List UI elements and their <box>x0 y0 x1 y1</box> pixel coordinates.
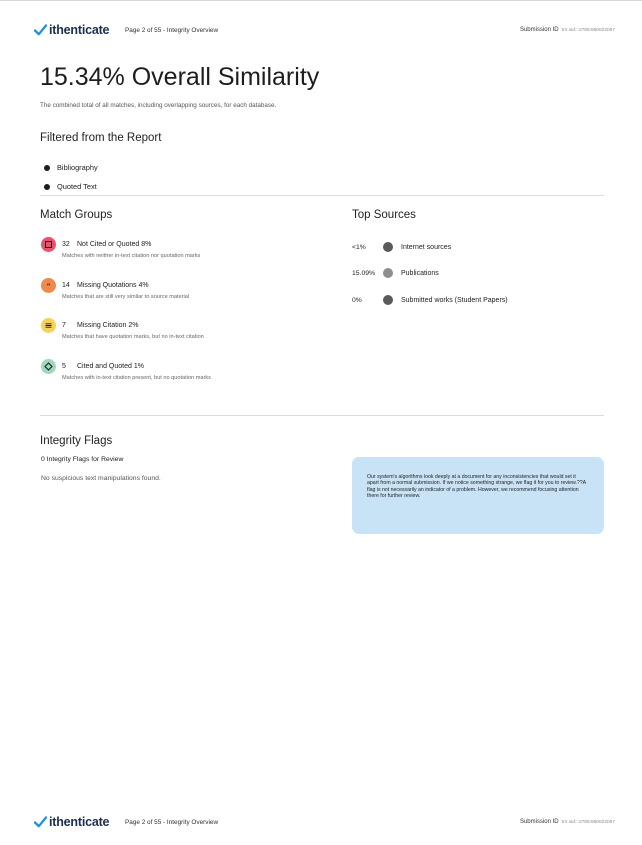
filtered-item <box>44 182 97 191</box>
flags-none-text: No suspicious text manipulations found. <box>41 475 161 482</box>
person-icon <box>383 295 393 305</box>
match-desc: Matches that have quotation marks, but no in-text citation <box>62 334 204 340</box>
match-count: 5 <box>62 363 66 370</box>
top-source-item <box>352 267 439 279</box>
match-count: 32 <box>62 241 70 248</box>
submission-id-value: trn:oid:::2789:650522057 <box>561 28 615 33</box>
top-sources-heading: Top Sources <box>352 209 416 221</box>
filtered-item <box>44 163 98 172</box>
filtered-heading: Filtered from the Report <box>40 132 162 144</box>
logo-text: ithenticate <box>49 23 110 37</box>
page-subtitle: The combined total of all matches, including overlapping sources, for each database. <box>40 102 277 109</box>
page-title: 15.34% Overall Similarity <box>40 63 320 91</box>
logo-text: ithenticate <box>49 815 110 829</box>
match-groups-heading: Match Groups <box>40 209 113 221</box>
ithenticate-logo <box>34 23 109 37</box>
match-label: Missing Quotations 4% <box>77 282 149 289</box>
match-label: Not Cited or Quoted 8% <box>77 241 152 248</box>
checkmark-icon <box>34 816 47 828</box>
divider <box>40 415 604 416</box>
divider <box>40 195 604 196</box>
source-label: Submitted works (Student Papers) <box>401 296 508 304</box>
top-border <box>0 0 642 1</box>
source-percent: <1% <box>352 243 366 251</box>
submission-id-label: Submission ID <box>519 819 559 825</box>
filtered-item-label: Bibliography <box>57 163 98 172</box>
submission-id-label: Submission ID <box>519 27 559 33</box>
page-footer <box>0 815 642 835</box>
book-icon <box>383 268 393 278</box>
match-group-item <box>41 359 331 381</box>
match-desc: Matches that are still very similar to source material <box>62 294 190 300</box>
checkmark-icon <box>34 24 47 36</box>
flags-info-text: Our system's algorithms look deeply at a document for any inconsistencies that would set it apart from a normal submission. If we notice something strange, we flag it for you to review.??A flag is not necessarily an indicator of a problem. However, we recommend focusing attention there for further review. <box>367 474 586 500</box>
source-label: Internet sources <box>401 243 452 251</box>
integrity-flags-heading: Integrity Flags <box>40 435 113 447</box>
flags-count: 0 Integrity Flags for Review <box>41 456 124 463</box>
source-percent: 0% <box>352 296 362 304</box>
diamond-icon <box>41 359 56 374</box>
match-group-item <box>41 278 331 300</box>
match-desc: Matches with in-text citation present, but no quotation marks <box>62 375 211 381</box>
match-label: Missing Citation 2% <box>77 322 139 329</box>
submission-id <box>520 819 615 825</box>
match-group-item <box>41 237 331 259</box>
submission-id <box>520 27 615 33</box>
ithenticate-logo <box>34 815 109 829</box>
bullet-icon <box>44 184 50 190</box>
lines-icon <box>41 318 56 333</box>
submission-id-value: trn:oid:::2789:650522057 <box>561 820 615 825</box>
match-desc: Matches with neither in-text citation nor quotation marks <box>62 253 201 259</box>
bullet-icon <box>44 165 50 171</box>
match-group-item <box>41 318 331 340</box>
top-source-item <box>352 241 451 253</box>
quote-icon <box>41 278 56 293</box>
page-header <box>0 23 642 43</box>
page-info: Page 2 of 55 - Integrity Overview <box>125 27 219 34</box>
match-count: 7 <box>62 322 66 329</box>
top-source-item <box>352 294 508 306</box>
source-percent: 15.09% <box>352 269 376 277</box>
svg-text:": " <box>46 283 51 290</box>
square-icon <box>41 237 56 252</box>
globe-icon <box>383 242 393 252</box>
page-info: Page 2 of 55 - Integrity Overview <box>125 819 219 826</box>
match-label: Cited and Quoted 1% <box>77 363 144 370</box>
filtered-item-label: Quoted Text <box>57 182 97 191</box>
source-label: Publications <box>401 269 439 277</box>
match-count: 14 <box>62 282 70 289</box>
flags-info-box <box>352 457 604 534</box>
